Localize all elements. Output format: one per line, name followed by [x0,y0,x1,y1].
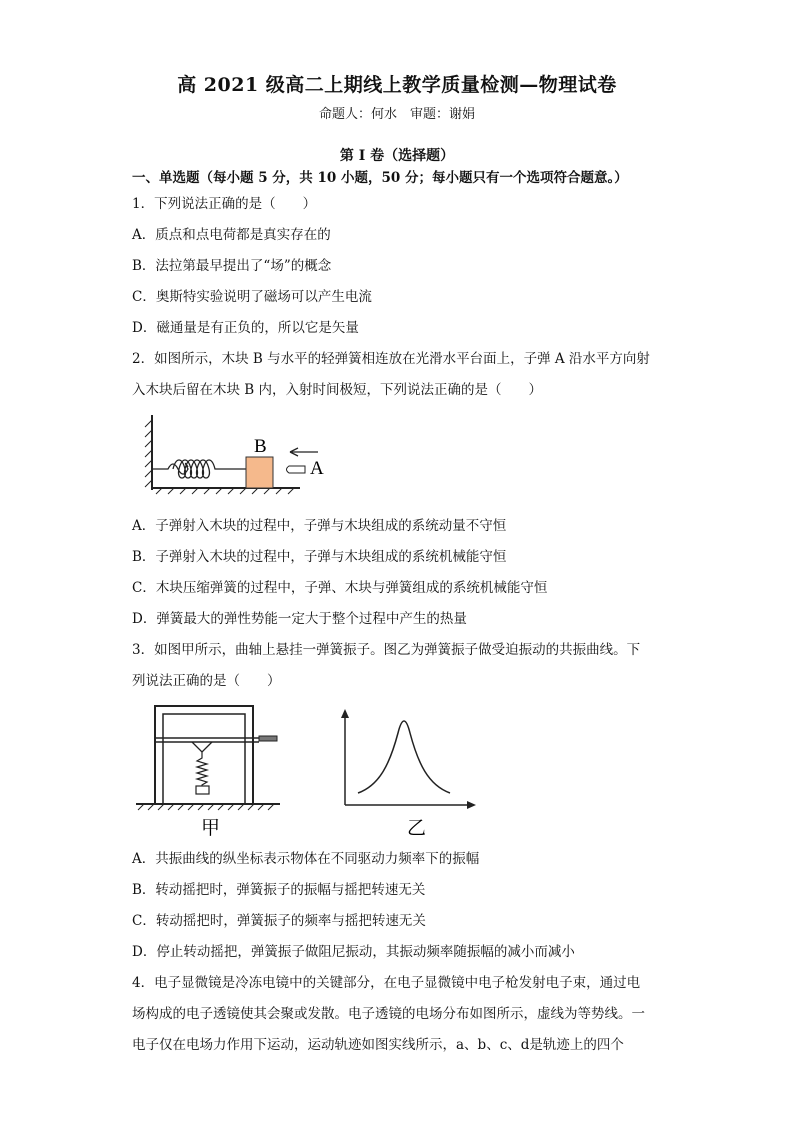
q3-stem-line2: 列说法正确的是（ ） [132,673,281,689]
section-instructions: 一、单选题（每小题 5 分，共 10 小题，50 分；每小题只有一个选项符合题意。） [132,170,628,186]
q4-line1: 4．电子显微镜是冷冻电镜中的关键部分，在电子显微镜中电子枪发射电子束，通过电 [132,975,641,991]
label-jia: 甲 [201,817,221,839]
spring [152,460,246,478]
q1-stem: 1．下列说法正确的是（ ） [132,196,317,212]
q3-stem-line1: 3．如图甲所示，曲轴上悬挂一弹簧振子。图乙为弹簧振子做受迫振动的共振曲线。下 [132,642,641,658]
block-b [246,457,273,488]
page-title: 高 2021 级高二上期线上教学质量检测—物理试卷 [177,74,617,96]
q1-option-a: A．质点和点电荷都是真实存在的 [132,227,331,243]
section-heading: 第 I 卷（选择题） [339,148,455,164]
q3-figure-jia [134,700,284,840]
q4-line3: 电子仅在电场力作用下运动，运动轨迹如图实线所示，a、b、c、d是轨迹上的四个 [132,1037,624,1053]
q2-option-a: A．子弹射入木块的过程中，子弹与木块组成的系统动量不守恒 [132,518,507,534]
oscillator-mass [196,786,209,794]
q2-option-c: C．木块压缩弹簧的过程中，子弹、木块与弹簧组成的系统机械能守恒 [132,580,548,596]
q3-option-d: D．停止转动摇把，弹簧振子做阻尼振动，其振动频率随振幅的减小而减小 [132,944,575,960]
q3-option-c: C．转动摇把时，弹簧振子的频率与摇把转速无关 [132,913,426,929]
q2-stem-line2: 入木块后留在木块 B 内，入射时间极短，下列说法正确的是（ ） [132,382,543,398]
resonance-curve [358,721,450,793]
q2-option-d: D．弹簧最大的弹性势能一定大于整个过程中产生的热量 [132,611,467,627]
vertical-spring [197,752,207,786]
q2-option-b: B．子弹射入木块的过程中，子弹与木块组成的系统机械能守恒 [132,549,507,565]
q1-option-d: D．磁通量是有正负的，所以它是矢量 [132,320,359,336]
authors-line: 命题人：何水 审题：谢娟 [318,107,475,122]
q3-option-b: B．转动摇把时，弹簧振子的振幅与摇把转速无关 [132,882,426,898]
q3-option-a: A．共振曲线的纵坐标表示物体在不同驱动力频率下的振幅 [132,851,480,867]
label-b: B [254,436,267,457]
label-a: A [310,458,324,479]
q4-line2: 场构成的电子透镜使其会聚或发散。电子透镜的电场分布如图所示，虚线为等势线。一 [132,1006,645,1022]
label-yi: 乙 [407,817,427,839]
q1-option-c: C．奥斯特实验说明了磁场可以产生电流 [132,289,372,305]
bullet-a [287,466,306,473]
q2-stem-line1: 2．如图所示，木块 B 与水平的轻弹簧相连放在光滑水平台面上，子弹 A 沿水平方向射 [132,351,650,367]
q2-spring-block-figure [140,410,340,500]
q1-option-b: B．法拉第最早提出了“场”的概念 [132,258,332,274]
q3-figure-yi-resonance-curve [332,705,482,840]
